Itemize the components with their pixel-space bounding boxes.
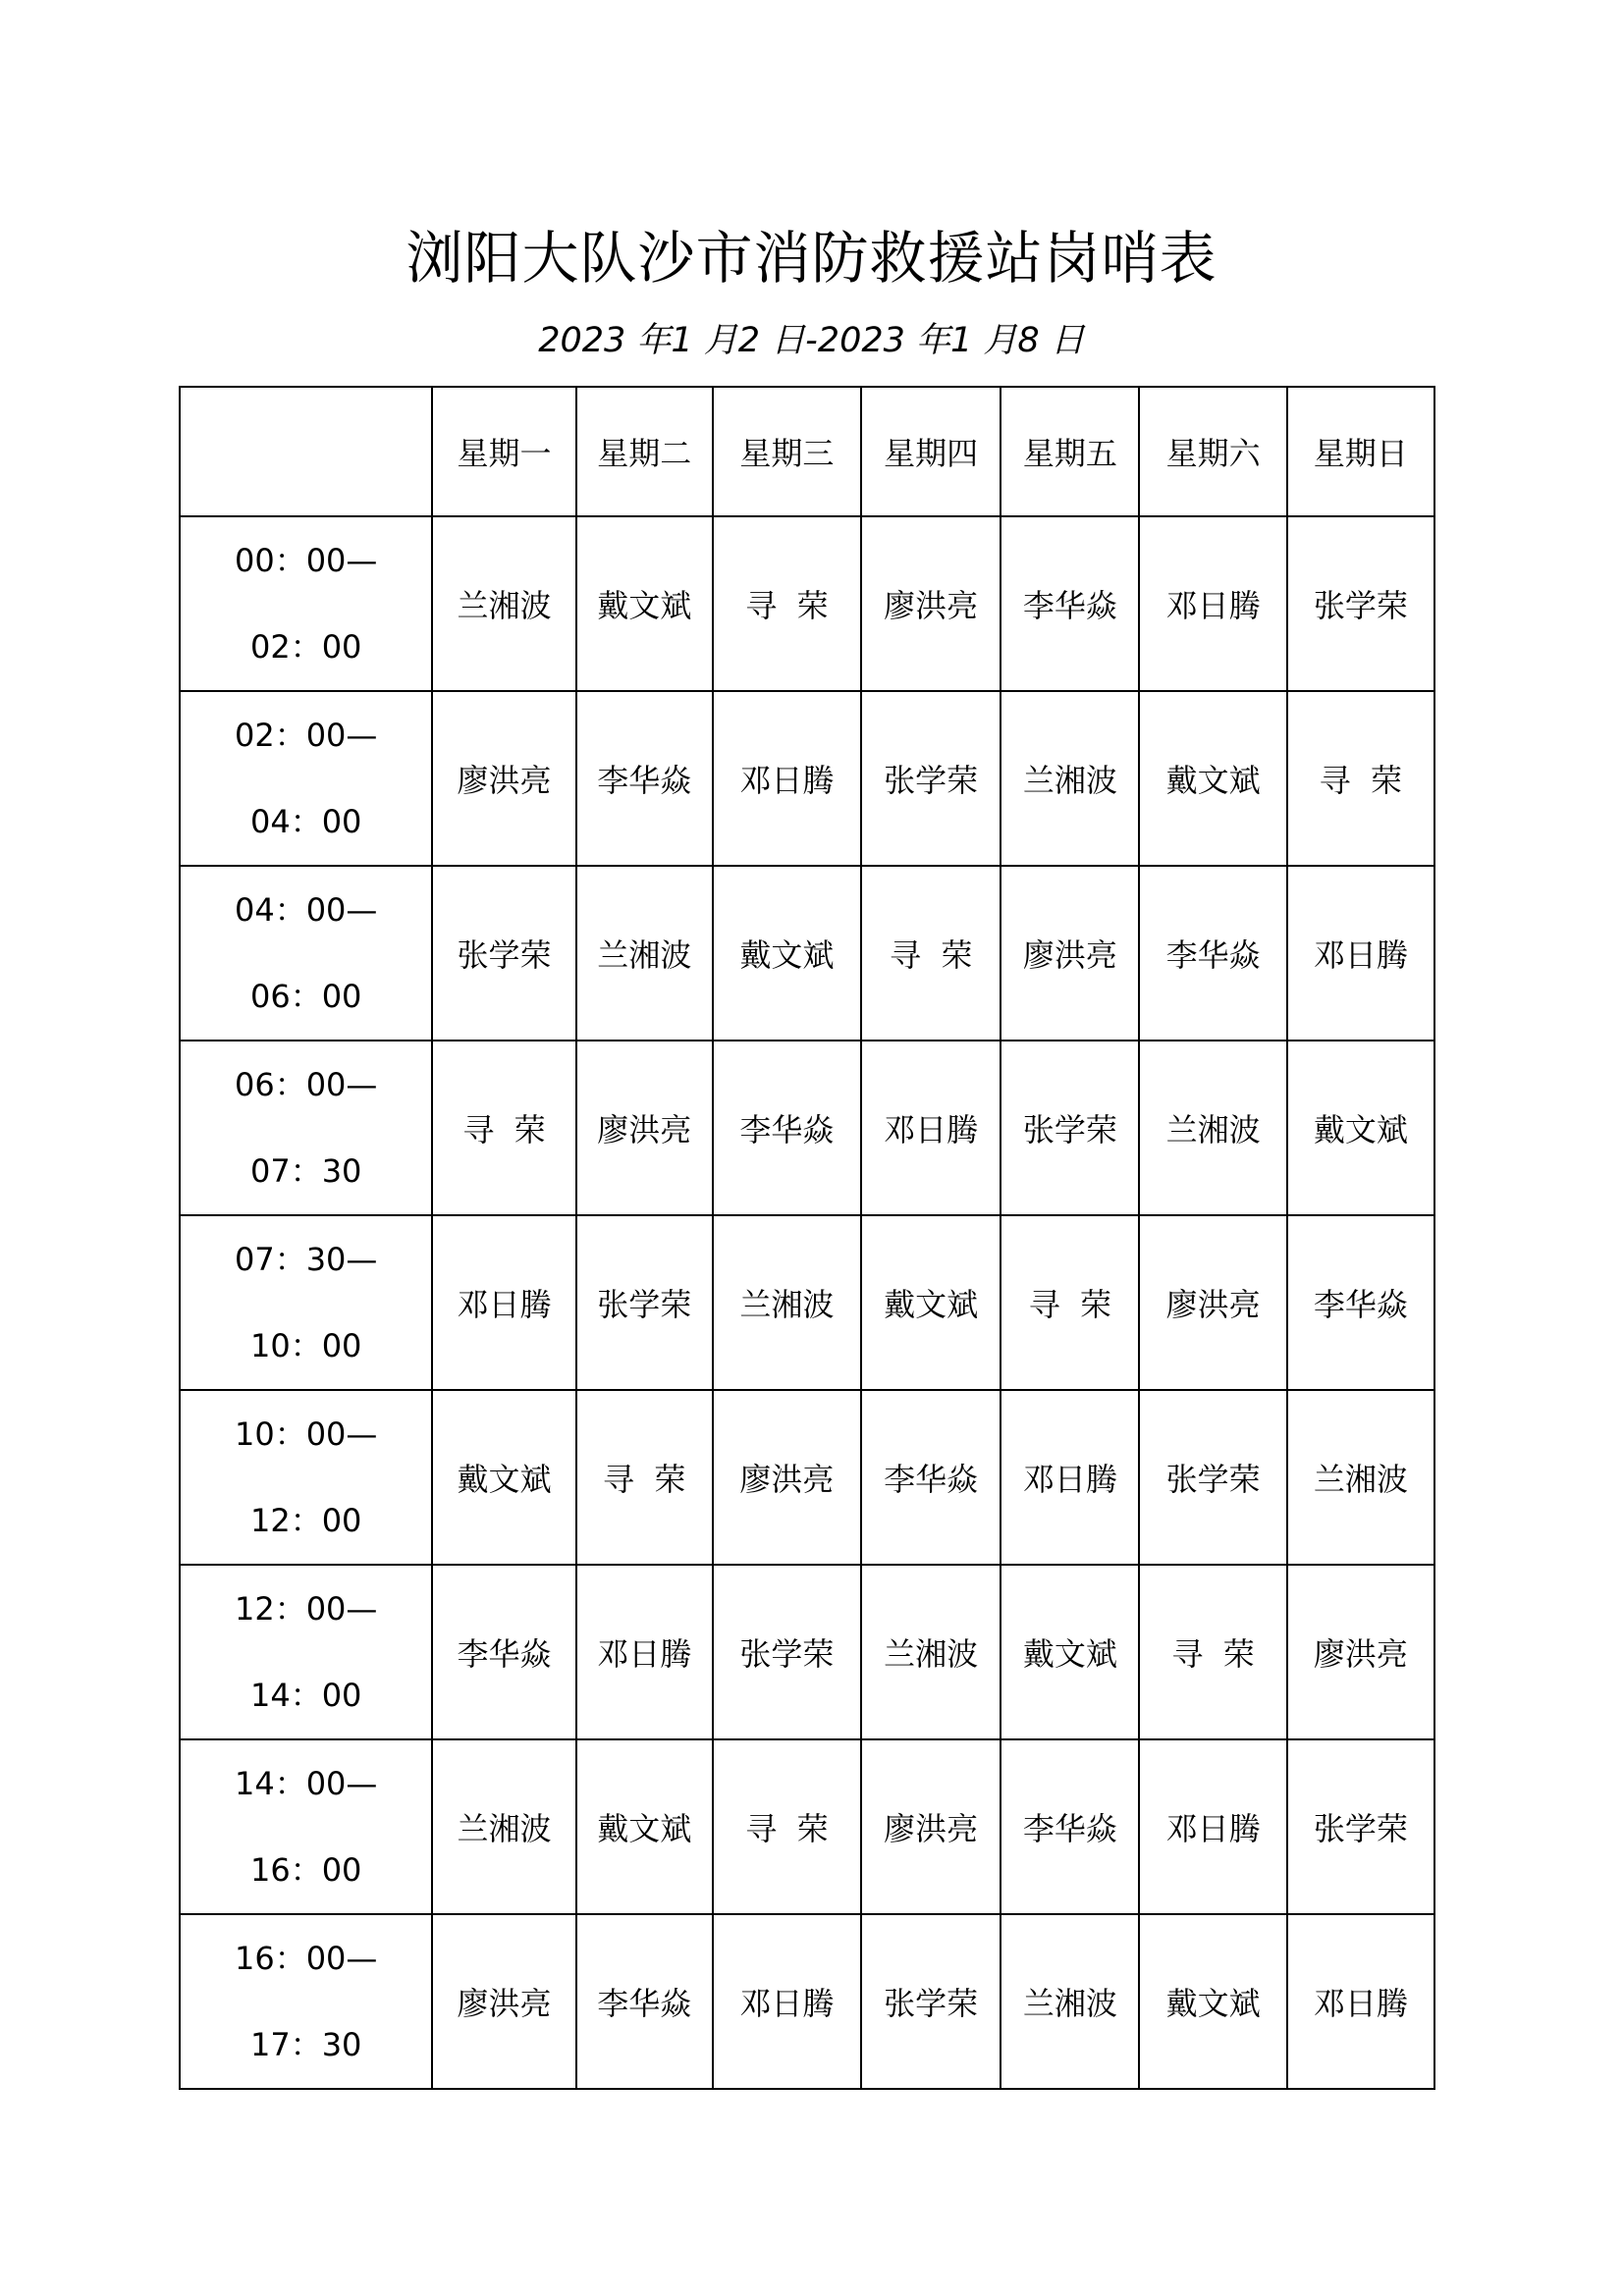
- table-body: [180, 516, 1434, 2089]
- duty-name-cell: 寻 荣: [713, 1739, 861, 1914]
- duty-name-cell: 李华焱: [432, 1565, 575, 1739]
- time-slot-end: 17：30: [249, 2026, 362, 2063]
- duty-name-cell: 廖洪亮: [1139, 1215, 1286, 1390]
- duty-name-cell: 戴文斌: [576, 1739, 713, 1914]
- date-range: 2023 年1 月2 日-2023 年1 月8 日: [538, 321, 1085, 360]
- duty-name-cell: 李华焱: [713, 1041, 861, 1215]
- duty-name-cell: 兰湘波: [1001, 1914, 1139, 2089]
- duty-name-cell: 寻 荣: [1287, 691, 1434, 866]
- duty-name-cell: 张学荣: [1287, 516, 1434, 691]
- duty-name-cell: 兰湘波: [1139, 1041, 1286, 1215]
- header-day-cell: 星期六: [1139, 387, 1286, 516]
- time-slot-cell: [180, 1565, 432, 1739]
- duty-name-cell: 兰湘波: [861, 1565, 1001, 1739]
- duty-name-cell: 张学荣: [576, 1215, 713, 1390]
- duty-name-cell: 戴文斌: [1287, 1041, 1434, 1215]
- time-slot-start: 00：00—: [234, 542, 378, 579]
- time-slot-end: 10：00: [249, 1327, 362, 1364]
- table-row: [180, 516, 1434, 691]
- time-slot-start: 02：00—: [234, 717, 378, 754]
- duty-name-cell: 寻 荣: [861, 866, 1001, 1041]
- duty-name-cell: 戴文斌: [1001, 1565, 1139, 1739]
- duty-name-cell: 戴文斌: [861, 1215, 1001, 1390]
- header-day-cell: 星期日: [1287, 387, 1434, 516]
- duty-name-cell: 寻 荣: [713, 516, 861, 691]
- table-row: [180, 1565, 1434, 1739]
- duty-name-cell: 邓日腾: [1287, 1914, 1434, 2089]
- duty-name-cell: 廖洪亮: [576, 1041, 713, 1215]
- time-slot-end: 07：30: [249, 1152, 362, 1190]
- duty-name-cell: 寻 荣: [1139, 1565, 1286, 1739]
- time-slot-end: 04：00: [249, 803, 362, 840]
- duty-roster-table: [179, 386, 1435, 2090]
- table-row: [180, 1914, 1434, 2089]
- duty-name-cell: 张学荣: [1139, 1390, 1286, 1565]
- duty-name-cell: 邓日腾: [576, 1565, 713, 1739]
- time-slot-cell: [180, 1739, 432, 1914]
- duty-name-cell: 李华焱: [1001, 1739, 1139, 1914]
- duty-name-cell: 邓日腾: [861, 1041, 1001, 1215]
- duty-name-cell: 兰湘波: [1287, 1390, 1434, 1565]
- duty-name-cell: 兰湘波: [576, 866, 713, 1041]
- duty-name-cell: 寻 荣: [1001, 1215, 1139, 1390]
- duty-name-cell: 张学荣: [1001, 1041, 1139, 1215]
- duty-name-cell: 邓日腾: [1001, 1390, 1139, 1565]
- duty-name-cell: 张学荣: [432, 866, 575, 1041]
- duty-name-cell: 寻 荣: [432, 1041, 575, 1215]
- duty-name-cell: 邓日腾: [432, 1215, 575, 1390]
- header-day-cell: 星期四: [861, 387, 1001, 516]
- duty-name-cell: 寻 荣: [576, 1390, 713, 1565]
- time-slot-cell: [180, 691, 432, 866]
- duty-name-cell: 李华焱: [1287, 1215, 1434, 1390]
- duty-name-cell: 戴文斌: [432, 1390, 575, 1565]
- document-title: 浏阳大队沙市消防救援站岗哨表: [406, 225, 1217, 292]
- duty-name-cell: 邓日腾: [1287, 866, 1434, 1041]
- duty-name-cell: 李华焱: [576, 1914, 713, 2089]
- time-slot-end: 02：00: [249, 628, 362, 666]
- header-day-cell: 星期三: [713, 387, 861, 516]
- table-row: [180, 1041, 1434, 1215]
- time-slot-end: 16：00: [249, 1851, 362, 1889]
- table-row: [180, 866, 1434, 1041]
- duty-name-cell: 张学荣: [861, 1914, 1001, 2089]
- duty-name-cell: 廖洪亮: [861, 516, 1001, 691]
- table-row: [180, 691, 1434, 866]
- duty-name-cell: 李华焱: [861, 1390, 1001, 1565]
- duty-name-cell: 廖洪亮: [861, 1739, 1001, 1914]
- duty-name-cell: 廖洪亮: [432, 691, 575, 866]
- duty-name-cell: 李华焱: [1001, 516, 1139, 691]
- duty-name-cell: 戴文斌: [1139, 691, 1286, 866]
- duty-name-cell: 廖洪亮: [713, 1390, 861, 1565]
- time-slot-start: 06：00—: [234, 1066, 378, 1103]
- duty-name-cell: 李华焱: [1139, 866, 1286, 1041]
- table-row: [180, 1739, 1434, 1914]
- duty-name-cell: 李华焱: [576, 691, 713, 866]
- time-slot-cell: [180, 1215, 432, 1390]
- header-day-cell: 星期五: [1001, 387, 1139, 516]
- duty-name-cell: 戴文斌: [576, 516, 713, 691]
- time-slot-start: 04：00—: [234, 891, 378, 929]
- time-slot-start: 14：00—: [234, 1765, 378, 1802]
- duty-name-cell: 张学荣: [1287, 1739, 1434, 1914]
- duty-name-cell: 戴文斌: [1139, 1914, 1286, 2089]
- time-slot-cell: [180, 1390, 432, 1565]
- time-slot-cell: [180, 1914, 432, 2089]
- duty-name-cell: 廖洪亮: [1001, 866, 1139, 1041]
- header-day-cell: 星期二: [576, 387, 713, 516]
- duty-name-cell: 张学荣: [713, 1565, 861, 1739]
- time-slot-cell: [180, 1041, 432, 1215]
- time-slot-end: 14：00: [249, 1677, 362, 1714]
- duty-name-cell: 廖洪亮: [432, 1914, 575, 2089]
- time-slot-start: 07：30—: [234, 1241, 378, 1278]
- table-row: [180, 1390, 1434, 1565]
- duty-name-cell: 兰湘波: [432, 516, 575, 691]
- duty-name-cell: 邓日腾: [1139, 1739, 1286, 1914]
- duty-name-cell: 邓日腾: [713, 691, 861, 866]
- duty-name-cell: 邓日腾: [713, 1914, 861, 2089]
- duty-name-cell: 兰湘波: [713, 1215, 861, 1390]
- duty-name-cell: 邓日腾: [1139, 516, 1286, 691]
- duty-name-cell: 张学荣: [861, 691, 1001, 866]
- time-slot-end: 12：00: [249, 1502, 362, 1539]
- duty-name-cell: 廖洪亮: [1287, 1565, 1434, 1739]
- time-slot-cell: [180, 516, 432, 691]
- time-slot-cell: [180, 866, 432, 1041]
- table-row: [180, 1215, 1434, 1390]
- duty-name-cell: 兰湘波: [1001, 691, 1139, 866]
- duty-name-cell: 戴文斌: [713, 866, 861, 1041]
- table-header-row: [180, 387, 1434, 516]
- time-slot-start: 10：00—: [234, 1415, 378, 1453]
- time-slot-start: 12：00—: [234, 1590, 378, 1628]
- time-slot-end: 06：00: [249, 978, 362, 1015]
- duty-name-cell: 兰湘波: [432, 1739, 575, 1914]
- header-day-cell: 星期一: [432, 387, 575, 516]
- time-slot-start: 16：00—: [234, 1940, 378, 1977]
- header-corner-cell: [180, 387, 432, 516]
